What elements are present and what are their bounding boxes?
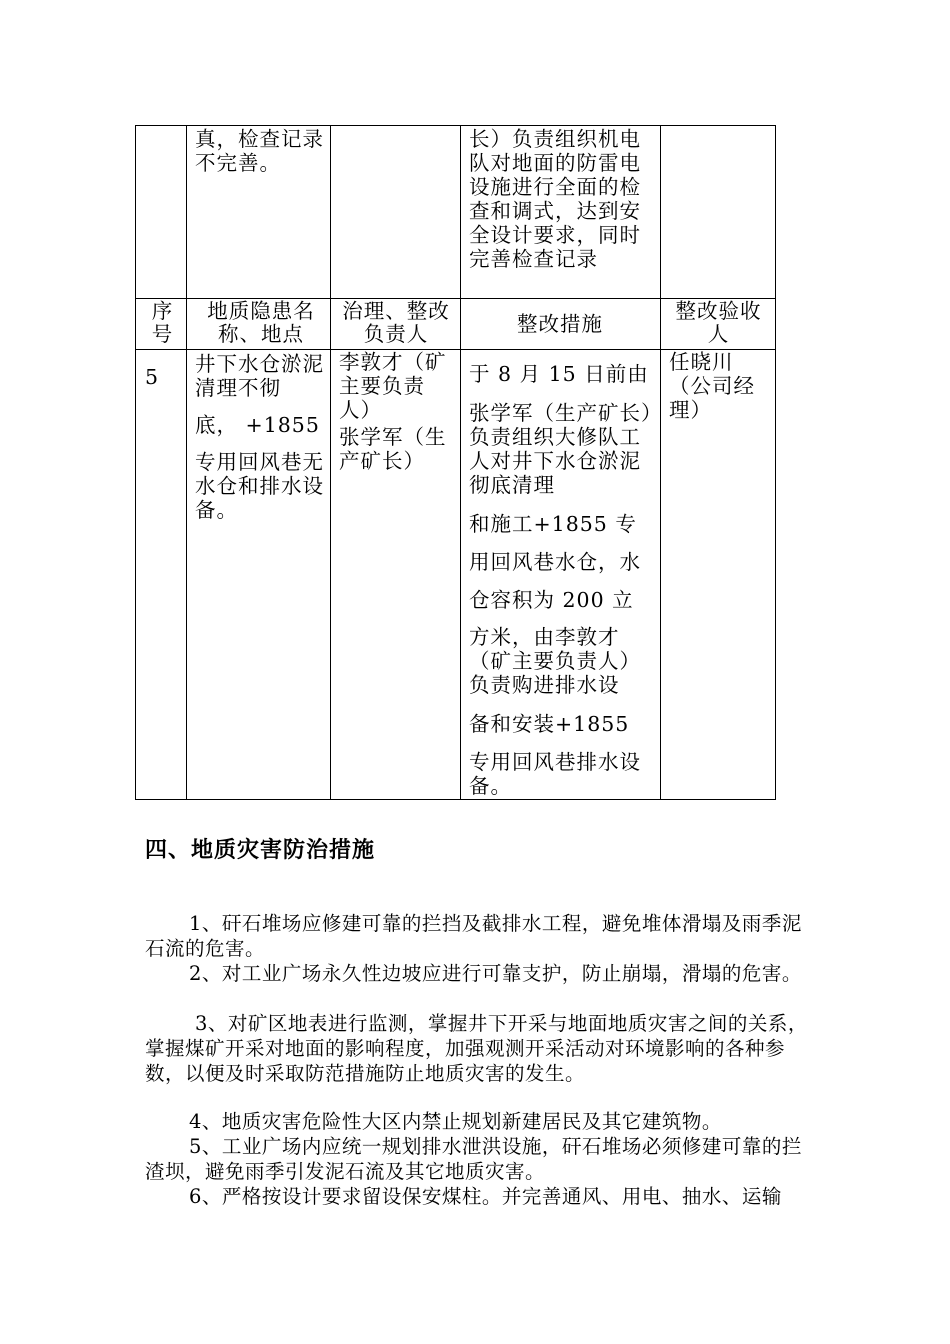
hazard-table (135, 125, 776, 800)
paragraph-2: 2、对工业广场永久性边坡应进行可靠支护，防止崩塌，滑塌的危害。 (189, 962, 802, 985)
row5-measures-6: 方米，由李敦才（矿主要负责人）负责购进排水设 (469, 625, 641, 697)
row5-responsible-b: 张学军（生产矿长） (339, 425, 447, 473)
row5-hazard-name-a: 井下水仓淤泥清理不彻 (195, 352, 324, 400)
row5-measures-4: 用回风巷水仓，水 (469, 550, 641, 574)
paragraph-1: 1、矸石堆场应修建可靠的拦挡及截排水工程，避免堆体滑塌及雨季泥石流的危害。 (145, 912, 802, 960)
paragraph-5: 5、工业广场内应统一规划排水泄洪设施，矸石堆场必须修建可靠的拦渣坝，避免雨季引发泥石流及其它地质灾害。 (145, 1135, 802, 1183)
paragraph-3: 3、对矿区地表进行监测，掌握井下开采与地面地质灾害之间的关系，掌握煤矿开采对地面的影响程度，加强观测开采活动对环境影响的各种参数，以便及时采取防范措施防止地质灾害的发生。 (145, 1012, 808, 1085)
row5-measures-5: 仓容积为 200 立 (469, 588, 634, 612)
column-divider (660, 125, 661, 800)
row5-measures-3: 和施工+1855 专 (469, 512, 637, 536)
table-border-bottom (135, 799, 776, 800)
header-seq: 序号 (151, 299, 174, 346)
row5-measures-7: 备和安装+1855 (469, 712, 630, 736)
continued-measures: 长）负责组织机电队对地面的防雷电设施进行全面的检查和调式，达到安全设计要求，同时完善检查记录 (469, 127, 641, 271)
table-border-top (135, 125, 776, 126)
row5-acceptor: 任晓川（公司经理） (669, 350, 755, 422)
column-divider (186, 125, 187, 800)
header-responsible: 治理、整改负责人 (342, 299, 450, 346)
row5-hazard-name-b: 底， +1855 (195, 413, 320, 437)
continued-hazard-name: 真，检查记录不完善。 (195, 127, 324, 175)
table-border-left (135, 125, 136, 800)
header-acceptor: 整改验收人 (675, 299, 762, 346)
row5-measures-8: 专用回风巷排水设备。 (469, 750, 641, 798)
row5-hazard-name-c: 专用回风巷无水仓和排水设备。 (195, 450, 324, 522)
row5-seq: 5 (145, 365, 160, 389)
row5-responsible-a: 李敦才（矿主要负责人） (339, 350, 447, 422)
header-hazard-name: 地质隐患名称、地点 (207, 299, 315, 346)
row5-measures-1: 于 8 月 15 日前由 (469, 362, 649, 386)
table-border-right (775, 125, 776, 800)
column-divider (330, 125, 331, 800)
paragraph-6: 6、严格按设计要求留设保安煤柱。并完善通风、用电、抽水、运输 (189, 1185, 782, 1208)
header-measures: 整改措施 (517, 312, 603, 336)
paragraph-4: 4、地质灾害危险性大区内禁止规划新建居民及其它建筑物。 (189, 1110, 722, 1133)
section-title: 四、地质灾害防治措施 (145, 838, 376, 863)
row5-measures-2: 张学军（生产矿长）负责组织大修队工人对井下水仓淤泥彻底清理 (469, 401, 653, 497)
column-divider (460, 125, 461, 800)
